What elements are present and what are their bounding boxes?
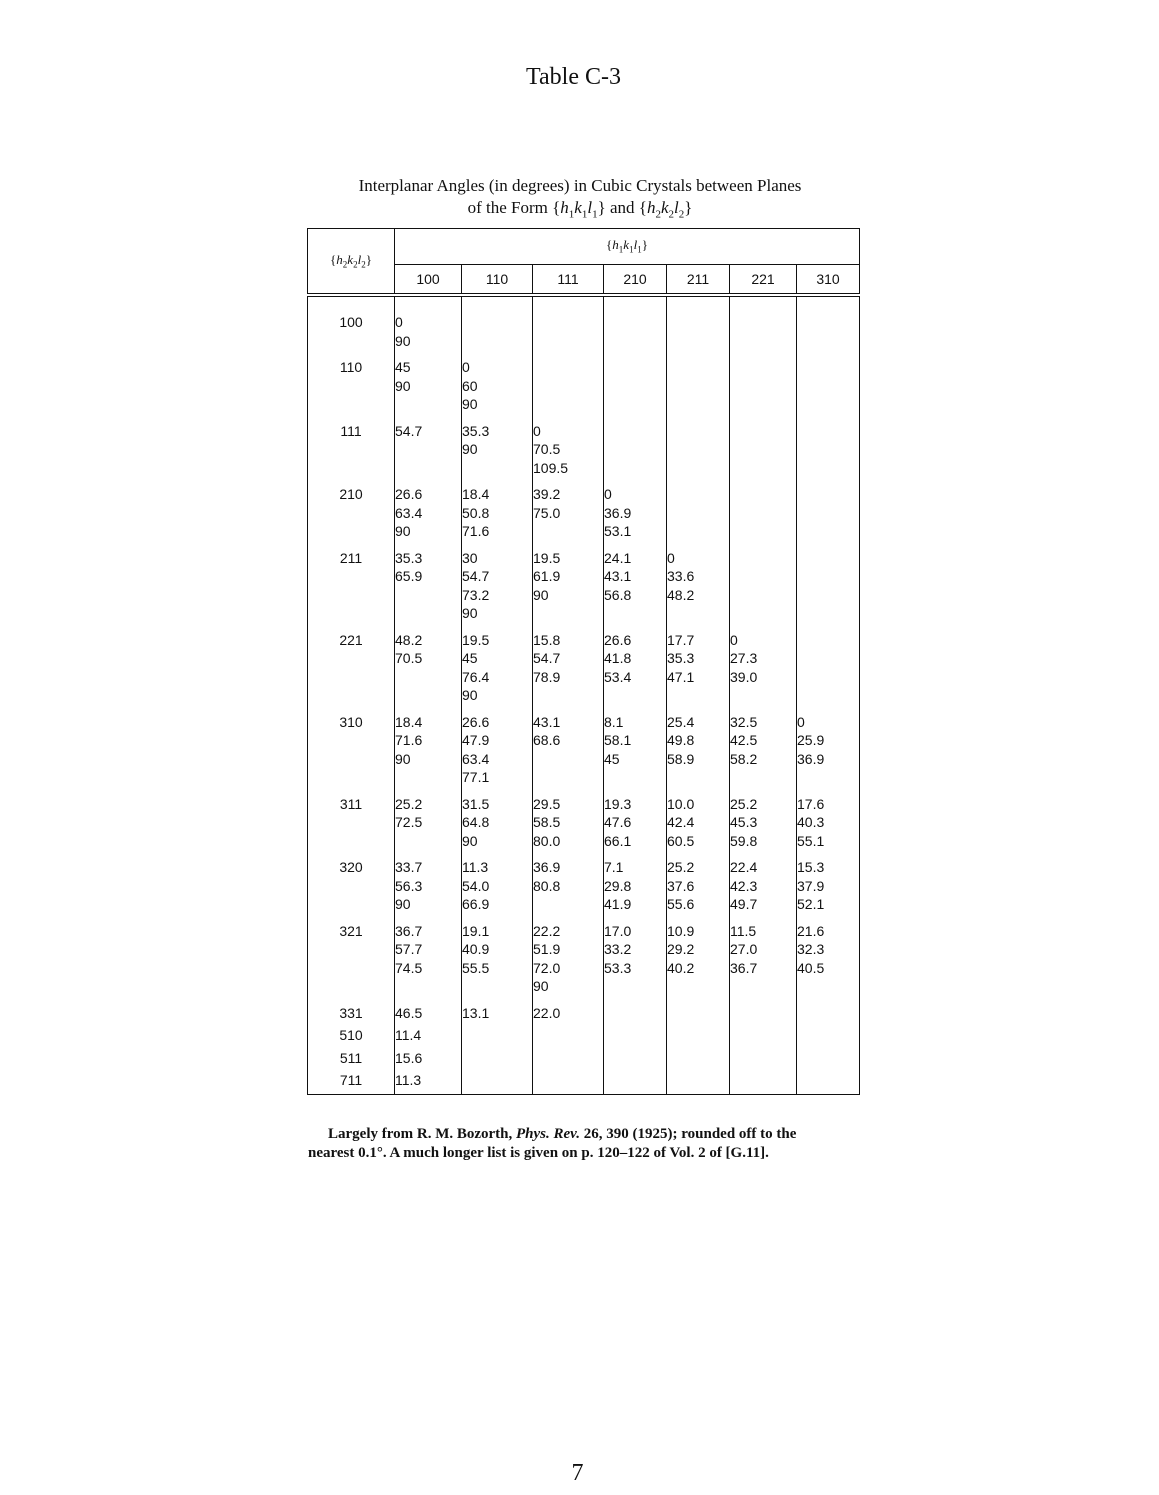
- angle-value: 63.4: [462, 750, 490, 767]
- angle-value: 61.9: [533, 568, 561, 584]
- angle-value: 72.5: [395, 814, 423, 830]
- angle-value: 80.0: [533, 832, 561, 849]
- angle-value: 90: [462, 832, 478, 849]
- table-cell: [462, 549, 533, 631]
- table-cell: [797, 1049, 860, 1072]
- angle-value: 35.3: [395, 549, 423, 566]
- angle-value: 90: [395, 377, 411, 394]
- table-cell: [462, 858, 533, 922]
- angle-value: 55.1: [797, 832, 825, 849]
- angle-value: 13.1: [462, 1004, 490, 1021]
- table-cell: [730, 1004, 797, 1027]
- table-cell: [797, 922, 860, 1004]
- page-number: 7: [571, 1460, 584, 1486]
- table-cell: [462, 358, 533, 422]
- table-cell: [667, 631, 730, 713]
- row-label-320: 320: [339, 859, 363, 875]
- angle-value: 60: [462, 377, 478, 394]
- table-cell: [533, 858, 604, 922]
- angle-value: 17.6: [797, 795, 825, 812]
- table-cell: [667, 485, 730, 549]
- table-row: [308, 713, 860, 795]
- caption-line-1: Interplanar Angles (in degrees) in Cubic Crystals between Planes: [358, 176, 802, 195]
- table-cell: [730, 295, 797, 358]
- angle-value: 8.1: [604, 713, 624, 730]
- angle-value: 19.5: [533, 549, 561, 566]
- table-cell: [604, 1026, 667, 1049]
- angle-value: 55.5: [462, 959, 490, 976]
- angle-value: 90: [462, 441, 478, 457]
- table-cell: [533, 358, 604, 422]
- table-cell: [462, 485, 533, 549]
- column-header-310: 310: [797, 264, 860, 295]
- column-header-100: 100: [395, 264, 462, 295]
- table-cell: [604, 358, 667, 422]
- table-cell: [533, 1004, 604, 1027]
- angle-value: 36.7: [395, 922, 423, 939]
- table-cell: [667, 1049, 730, 1072]
- table-cell: [395, 795, 462, 859]
- angle-value: 21.6: [797, 922, 825, 939]
- row-label-311: 311: [339, 795, 363, 812]
- table-cell: [797, 485, 860, 549]
- angle-value: 36.9: [604, 504, 632, 521]
- row-header-h2k2l2: $\{h_2k_2l_2\}$: [308, 229, 395, 296]
- table-cell: [667, 422, 730, 486]
- table-cell: [667, 858, 730, 922]
- table-cell: [667, 295, 730, 358]
- table-cell: [395, 1071, 462, 1094]
- table-cell: [395, 713, 462, 795]
- angle-value: 46.5: [395, 1004, 423, 1021]
- table-cell: [667, 713, 730, 795]
- table-cell: [533, 295, 604, 358]
- angle-value: 90: [462, 396, 478, 412]
- table-cell: [462, 795, 533, 859]
- angle-value: 37.6: [667, 877, 695, 894]
- table-row: [308, 422, 860, 486]
- angle-value: 17.7: [667, 631, 695, 648]
- angle-value: 30: [462, 549, 478, 566]
- table-cell: [730, 1026, 797, 1049]
- angle-value: 70.5: [395, 650, 423, 666]
- table-cell: [667, 358, 730, 422]
- table-cell: [730, 922, 797, 1004]
- table-cell: [797, 549, 860, 631]
- footnote-text-before: Largely from R. M. Bozorth,: [328, 1126, 517, 1142]
- column-group-header-h1k1l1: $\{h_1k_1l_1\}$: [395, 229, 860, 265]
- table-cell: [604, 1071, 667, 1094]
- angle-value: 54.0: [462, 877, 490, 894]
- table-row: [308, 485, 860, 549]
- table-cell: [797, 422, 860, 486]
- angle-value: 22.0: [533, 1004, 561, 1021]
- table-cell: [462, 422, 533, 486]
- angle-value: 36.9: [533, 859, 561, 875]
- angle-value: 90: [533, 586, 549, 603]
- table-row: [308, 858, 860, 922]
- angle-value: 25.2: [730, 795, 758, 812]
- angle-value: 60.5: [667, 832, 695, 849]
- angle-value: 68.6: [533, 732, 561, 748]
- angle-value: 90: [462, 605, 478, 621]
- row-label-331: 331: [339, 1004, 363, 1021]
- angle-value: 24.1: [604, 549, 632, 566]
- angle-value: 22.2: [533, 922, 561, 939]
- angle-value: 42.5: [730, 732, 758, 748]
- table-cell: [667, 1004, 730, 1027]
- table-row: [308, 1071, 860, 1094]
- angle-value: 56.3: [395, 877, 423, 894]
- table-cell: [797, 795, 860, 859]
- table-cell: [604, 485, 667, 549]
- angle-value: 32.5: [730, 713, 758, 730]
- table-cell: [604, 1004, 667, 1027]
- table-cell: [462, 713, 533, 795]
- table-label: Table C-3: [526, 64, 621, 90]
- angle-value: 59.8: [730, 832, 758, 849]
- column-header-211: 211: [667, 264, 730, 295]
- angle-value: 33.6: [667, 568, 695, 584]
- angle-value: 33.2: [604, 941, 632, 957]
- table-cell: [533, 1071, 604, 1094]
- table-row: [308, 549, 860, 631]
- angle-value: 33.7: [395, 859, 423, 875]
- angle-value: 43.1: [533, 713, 561, 730]
- angle-value: 45: [395, 359, 411, 375]
- angle-value: 27.0: [730, 941, 758, 957]
- angle-value: 76.4: [462, 668, 490, 685]
- angle-value: 25.2: [667, 859, 695, 875]
- angle-value: 29.2: [667, 941, 695, 957]
- table-cell: [533, 1049, 604, 1072]
- table-cell: [604, 1049, 667, 1072]
- angle-value: 42.3: [730, 877, 758, 894]
- angle-value: 75.0: [533, 504, 561, 521]
- table-body: [308, 295, 860, 1094]
- angle-value: 40.3: [797, 814, 825, 830]
- row-label-711: 711: [339, 1072, 363, 1088]
- table-cell: [462, 295, 533, 358]
- row-label-221: 221: [339, 631, 363, 648]
- angle-value: 10.9: [667, 922, 695, 939]
- angle-value: 36.9: [797, 750, 825, 767]
- table-cell: [395, 485, 462, 549]
- angle-value: 19.1: [462, 922, 490, 939]
- table-cell: [797, 295, 860, 358]
- angle-value: 48.2: [395, 631, 423, 648]
- table-cell: [395, 358, 462, 422]
- table-cell: [533, 485, 604, 549]
- angle-value: 11.4: [395, 1027, 422, 1043]
- table-cell: [533, 1026, 604, 1049]
- angle-value: 109.5: [533, 459, 569, 476]
- angle-value: 66.1: [604, 832, 632, 849]
- angle-value: 36.7: [730, 959, 758, 976]
- table-cell: [730, 358, 797, 422]
- table-cell: [533, 422, 604, 486]
- angle-value: 58.2: [730, 750, 758, 767]
- angle-value: 0: [730, 631, 738, 648]
- table-cell: [462, 1071, 533, 1094]
- angle-value: 43.1: [604, 568, 632, 584]
- table-row: [308, 1049, 860, 1072]
- angle-value: 63.4: [395, 504, 423, 521]
- angle-value: 32.3: [797, 941, 825, 957]
- angle-value: 54.7: [462, 568, 490, 584]
- row-label-310: 310: [339, 713, 363, 730]
- table-cell: [730, 422, 797, 486]
- table-row: [308, 795, 860, 859]
- angle-value: 90: [395, 896, 411, 912]
- row-label-210: 210: [339, 486, 363, 502]
- footnote-journal: Phys. Rev.: [516, 1126, 581, 1142]
- table-cell: [395, 549, 462, 631]
- table-cell: [604, 422, 667, 486]
- angle-value: 26.6: [604, 631, 632, 648]
- angle-value: 29.8: [604, 877, 632, 894]
- angle-value: 90: [395, 523, 411, 539]
- footnote-line-1: [308, 1125, 868, 1144]
- angle-value: 35.3: [667, 650, 695, 666]
- angle-value: 66.9: [462, 896, 490, 912]
- angle-value: 41.8: [604, 650, 632, 666]
- table-cell: [604, 631, 667, 713]
- table-row: [308, 358, 860, 422]
- angle-value: 49.7: [730, 896, 758, 912]
- table-row: [308, 631, 860, 713]
- footnote: [308, 1125, 868, 1163]
- angle-value: 11.3: [462, 859, 489, 875]
- angle-value: 0: [462, 359, 470, 375]
- angle-value: 58.5: [533, 814, 561, 830]
- angle-value: 7.1: [604, 859, 624, 875]
- row-label-510: 510: [339, 1027, 363, 1043]
- angle-value: 42.4: [667, 814, 695, 830]
- caption-line-2-prefix: of the Form: [467, 198, 548, 217]
- table-row: [308, 1004, 860, 1027]
- table-cell: [462, 1026, 533, 1049]
- table-cell: [604, 713, 667, 795]
- angle-value: 39.0: [730, 668, 758, 685]
- table-caption: [300, 175, 860, 225]
- angle-value: 70.5: [533, 441, 561, 457]
- row-label-511: 511: [339, 1049, 363, 1066]
- table-cell: [667, 1026, 730, 1049]
- table-cell: [533, 713, 604, 795]
- table-cell: [797, 858, 860, 922]
- table-cell: [667, 1071, 730, 1094]
- angle-value: 53.4: [604, 668, 632, 685]
- table-cell: [730, 1071, 797, 1094]
- angle-value: 73.2: [462, 586, 490, 603]
- table-cell: [395, 1026, 462, 1049]
- angle-value: 0: [797, 713, 805, 730]
- angle-value: 74.5: [395, 959, 423, 976]
- angle-value: 47.9: [462, 732, 490, 748]
- angle-value: 53.1: [604, 523, 632, 539]
- table-cell: [797, 713, 860, 795]
- angle-value: 90: [395, 750, 411, 767]
- table-row: [308, 295, 860, 358]
- row-label-110: 110: [339, 359, 363, 375]
- angle-value: 49.8: [667, 732, 695, 748]
- table-cell: [395, 422, 462, 486]
- table-cell: [533, 631, 604, 713]
- angle-value: 58.9: [667, 750, 695, 767]
- table-cell: [730, 858, 797, 922]
- angle-value: 0: [604, 486, 612, 502]
- angle-value: 15.8: [533, 631, 561, 648]
- angle-value: 19.5: [462, 631, 490, 648]
- table-row: [308, 1026, 860, 1049]
- angle-value: 55.6: [667, 896, 695, 912]
- angle-value: 11.5: [730, 922, 757, 939]
- table-cell: [730, 485, 797, 549]
- table-cell: [667, 922, 730, 1004]
- angle-value: 0: [667, 549, 675, 566]
- angle-value: 71.6: [395, 732, 423, 748]
- table-cell: [730, 1049, 797, 1072]
- table-cell: [395, 295, 462, 358]
- angle-value: 29.5: [533, 795, 561, 812]
- angle-value: 77.1: [462, 769, 490, 785]
- angle-value: 45.3: [730, 814, 758, 830]
- angle-value: 72.0: [533, 959, 561, 976]
- table-cell: [797, 358, 860, 422]
- angle-value: 0: [533, 422, 541, 439]
- table-cell: [395, 922, 462, 1004]
- angle-value: 65.9: [395, 568, 423, 584]
- table-cell: [533, 795, 604, 859]
- table-cell: [462, 631, 533, 713]
- angle-value: 26.6: [462, 713, 490, 730]
- table-cell: [604, 922, 667, 1004]
- angle-value: 25.2: [395, 795, 423, 812]
- angle-value: 50.8: [462, 504, 490, 521]
- row-label-211: 211: [339, 549, 363, 566]
- angle-value: 90: [395, 332, 411, 349]
- angle-value: 22.4: [730, 859, 758, 875]
- angle-value: 0: [395, 314, 403, 330]
- angle-value: 57.7: [395, 941, 423, 957]
- column-header-111: 111: [533, 264, 604, 295]
- angle-value: 45: [604, 750, 620, 767]
- row-label-321: 321: [339, 922, 363, 939]
- table-cell: [797, 631, 860, 713]
- angle-value: 47.1: [667, 668, 695, 685]
- angle-value: 51.9: [533, 941, 561, 957]
- angle-value: 80.8: [533, 877, 561, 894]
- angle-value: 40.9: [462, 941, 490, 957]
- angle-value: 25.9: [797, 732, 825, 748]
- angle-value: 40.5: [797, 959, 825, 976]
- column-header-110: 110: [462, 264, 533, 295]
- angle-value: 71.6: [462, 523, 490, 539]
- table-cell: [462, 1004, 533, 1027]
- angle-value: 19.3: [604, 795, 632, 812]
- angle-value: 54.7: [395, 422, 423, 439]
- angle-value: 78.9: [533, 668, 561, 685]
- table-cell: [395, 1049, 462, 1072]
- angle-value: 47.6: [604, 814, 632, 830]
- table-cell: [604, 295, 667, 358]
- angle-value: 31.5: [462, 795, 490, 812]
- angle-value: 90: [462, 687, 478, 703]
- footnote-line-2: nearest 0.1°. A much longer list is given on p. 120–122 of Vol. 2 of [G.11].: [308, 1145, 769, 1161]
- table-cell: [667, 549, 730, 631]
- caption-line-2-and: and: [609, 198, 635, 217]
- table-row: [308, 922, 860, 1004]
- angle-value: 17.0: [604, 922, 632, 939]
- table-cell: [730, 795, 797, 859]
- angle-value: 45: [462, 650, 478, 666]
- row-label-100: 100: [339, 314, 363, 330]
- table-cell: [604, 795, 667, 859]
- caption-line-2: of the Form $\{h_1k_1l_1\}$ and $\{h_2k_2l_2\}$: [467, 198, 693, 221]
- angle-value: 64.8: [462, 814, 490, 830]
- footnote-text-after: 26, 390 (1925); rounded off to the: [580, 1126, 797, 1142]
- table-cell: [730, 631, 797, 713]
- table-cell: [462, 922, 533, 1004]
- table-cell: [797, 1026, 860, 1049]
- angle-value: 27.3: [730, 650, 758, 666]
- table-cell: [395, 858, 462, 922]
- angle-value: 10.0: [667, 795, 695, 812]
- angle-value: 48.2: [667, 586, 695, 603]
- table-cell: [797, 1071, 860, 1094]
- interplanar-angles-table: [307, 228, 860, 1095]
- row-label-111: 111: [340, 422, 362, 439]
- angle-value: 56.8: [604, 586, 632, 603]
- table-cell: [533, 922, 604, 1004]
- angle-value: 15.3: [797, 859, 825, 875]
- column-header-210: 210: [604, 264, 667, 295]
- table-cell: [395, 631, 462, 713]
- angle-value: 54.7: [533, 650, 561, 666]
- column-header-221: 221: [730, 264, 797, 295]
- angle-value: 39.2: [533, 486, 561, 502]
- table-cell: [604, 858, 667, 922]
- angle-value: 52.1: [797, 896, 825, 912]
- angle-value: 90: [533, 978, 549, 994]
- angle-value: 18.4: [462, 486, 490, 502]
- angle-value: 11.3: [395, 1072, 422, 1088]
- angle-value: 25.4: [667, 713, 695, 730]
- table-cell: [395, 1004, 462, 1027]
- table-cell: [604, 549, 667, 631]
- table-cell: [730, 549, 797, 631]
- angle-value: 18.4: [395, 713, 423, 730]
- table-cell: [797, 1004, 860, 1027]
- table-cell: [462, 1049, 533, 1072]
- angle-value: 35.3: [462, 422, 490, 439]
- angle-value: 15.6: [395, 1049, 423, 1066]
- angle-value: 58.1: [604, 732, 632, 748]
- table-cell: [667, 795, 730, 859]
- table-cell: [730, 713, 797, 795]
- angle-value: 41.9: [604, 896, 632, 912]
- angle-value: 26.6: [395, 486, 423, 502]
- angle-value: 40.2: [667, 959, 695, 976]
- table-cell: [533, 549, 604, 631]
- angle-value: 37.9: [797, 877, 825, 894]
- angle-value: 53.3: [604, 959, 632, 976]
